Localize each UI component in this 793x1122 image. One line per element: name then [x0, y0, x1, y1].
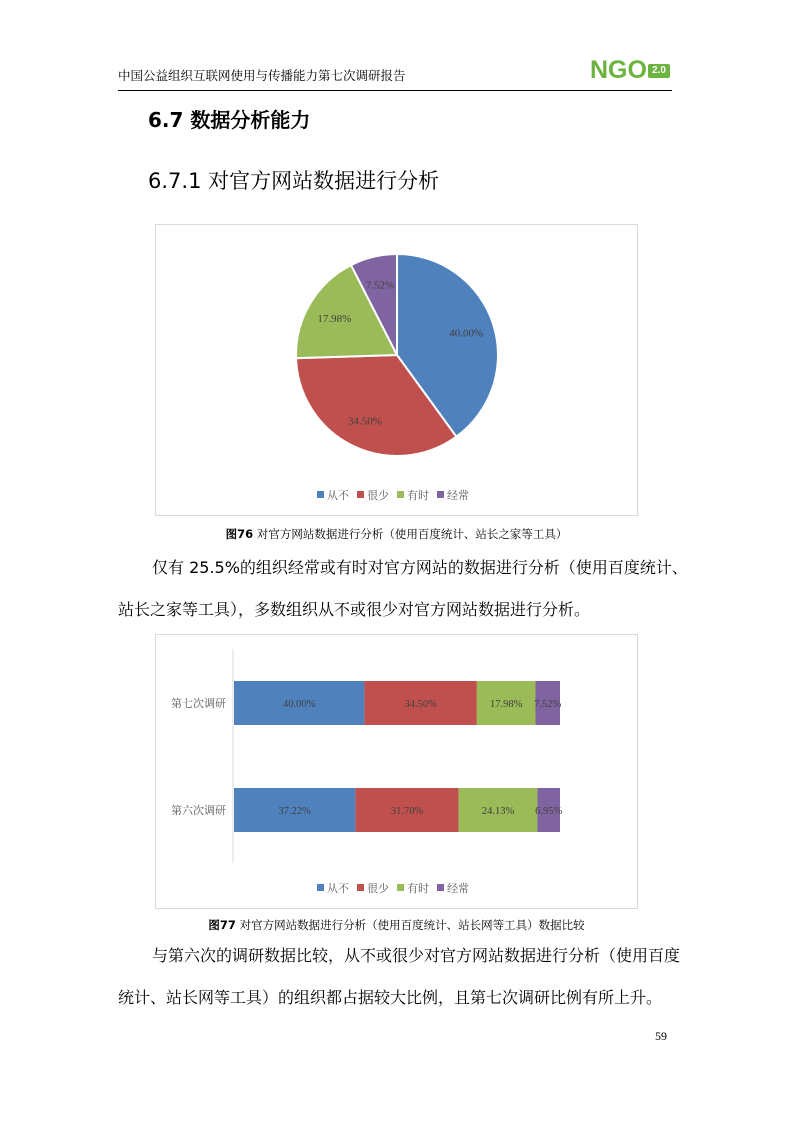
legend-label-0: 从不 [327, 489, 349, 502]
logo-text: NGO [590, 56, 647, 84]
pie-chart-frame [155, 224, 638, 516]
bar-chart-frame [155, 634, 638, 909]
figure-76-text: 对官方网站数据进行分析（使用百度统计、站长之家等工具） [256, 527, 568, 541]
figure-77-number: 图77 [208, 918, 236, 932]
logo-badge: 2.0 [648, 64, 670, 78]
bar-data-label-1-2: 24.13% [481, 806, 515, 817]
figure-77-caption [0, 917, 793, 933]
legend-swatch-3 [437, 884, 444, 891]
bar-data-label-1-3: 6.95% [535, 806, 563, 817]
bar-data-label-1-0: 37.22% [278, 806, 311, 817]
paragraph-2-line-2: 统计、站长网等工具）的组织都占据较大比例，且第七次调研比例有所上升。 [118, 988, 663, 1007]
legend-label-0: 从不 [327, 882, 349, 895]
pie-data-label-2: 17.98% [317, 313, 352, 326]
pie-data-label-0: 40.00% [449, 327, 484, 340]
ngo-logo [590, 56, 670, 86]
bar-category-label-0: 第七次调研 [171, 697, 226, 710]
bar-data-label-0-3: 7.52% [534, 699, 562, 710]
legend-label-1: 很少 [367, 882, 389, 895]
legend-swatch-1 [357, 884, 364, 891]
legend-swatch-0 [317, 491, 324, 498]
figure-76-caption [0, 526, 793, 542]
legend-label-2: 有时 [407, 489, 429, 502]
legend-label-3: 经常 [447, 882, 469, 895]
section-heading: 6.7 数据分析能力 [148, 108, 311, 132]
legend-label-3: 经常 [447, 489, 469, 502]
bar-chart [156, 635, 637, 908]
pie-data-label-1: 34.50% [348, 415, 382, 428]
figure-77-text: 对官方网站数据进行分析（使用百度统计、站长网等工具）数据比较 [239, 918, 585, 932]
bar-category-label-1: 第六次调研 [171, 804, 226, 817]
bar-data-label-0-0: 40.00% [283, 699, 316, 710]
legend-swatch-1 [357, 491, 364, 498]
header-divider [118, 90, 672, 91]
bar-data-label-0-2: 17.98% [489, 699, 523, 710]
legend-swatch-2 [397, 491, 404, 498]
running-header-title: 中国公益组织互联网使用与传播能力第七次调研报告 [118, 68, 406, 83]
bar-data-label-1-1: 31.70% [390, 806, 424, 817]
paragraph-1-line-2: 站长之家等工具），多数组织从不或很少对官方网站数据进行分析。 [118, 600, 591, 619]
paragraph-2-line-1: 与第六次的调研数据比较，从不或很少对官方网站数据进行分析（使用百度 [152, 946, 681, 965]
legend-swatch-3 [437, 491, 444, 498]
legend-label-1: 很少 [367, 489, 389, 502]
paragraph-1-line-1: 仅有 25.5%的组织经常或有时对官方网站的数据进行分析（使用百度统计、 [152, 558, 688, 577]
page-number: 59 [655, 1029, 667, 1043]
pie-chart [156, 225, 637, 515]
legend-label-2: 有时 [407, 882, 429, 895]
legend-swatch-0 [317, 884, 324, 891]
bar-data-label-0-1: 34.50% [404, 699, 437, 710]
legend-swatch-2 [397, 884, 404, 891]
pie-data-label-3: 7.52% [365, 279, 395, 292]
figure-76-number: 图76 [225, 527, 254, 541]
subsection-heading: 6.7.1 对官方网站数据进行分析 [148, 169, 440, 193]
